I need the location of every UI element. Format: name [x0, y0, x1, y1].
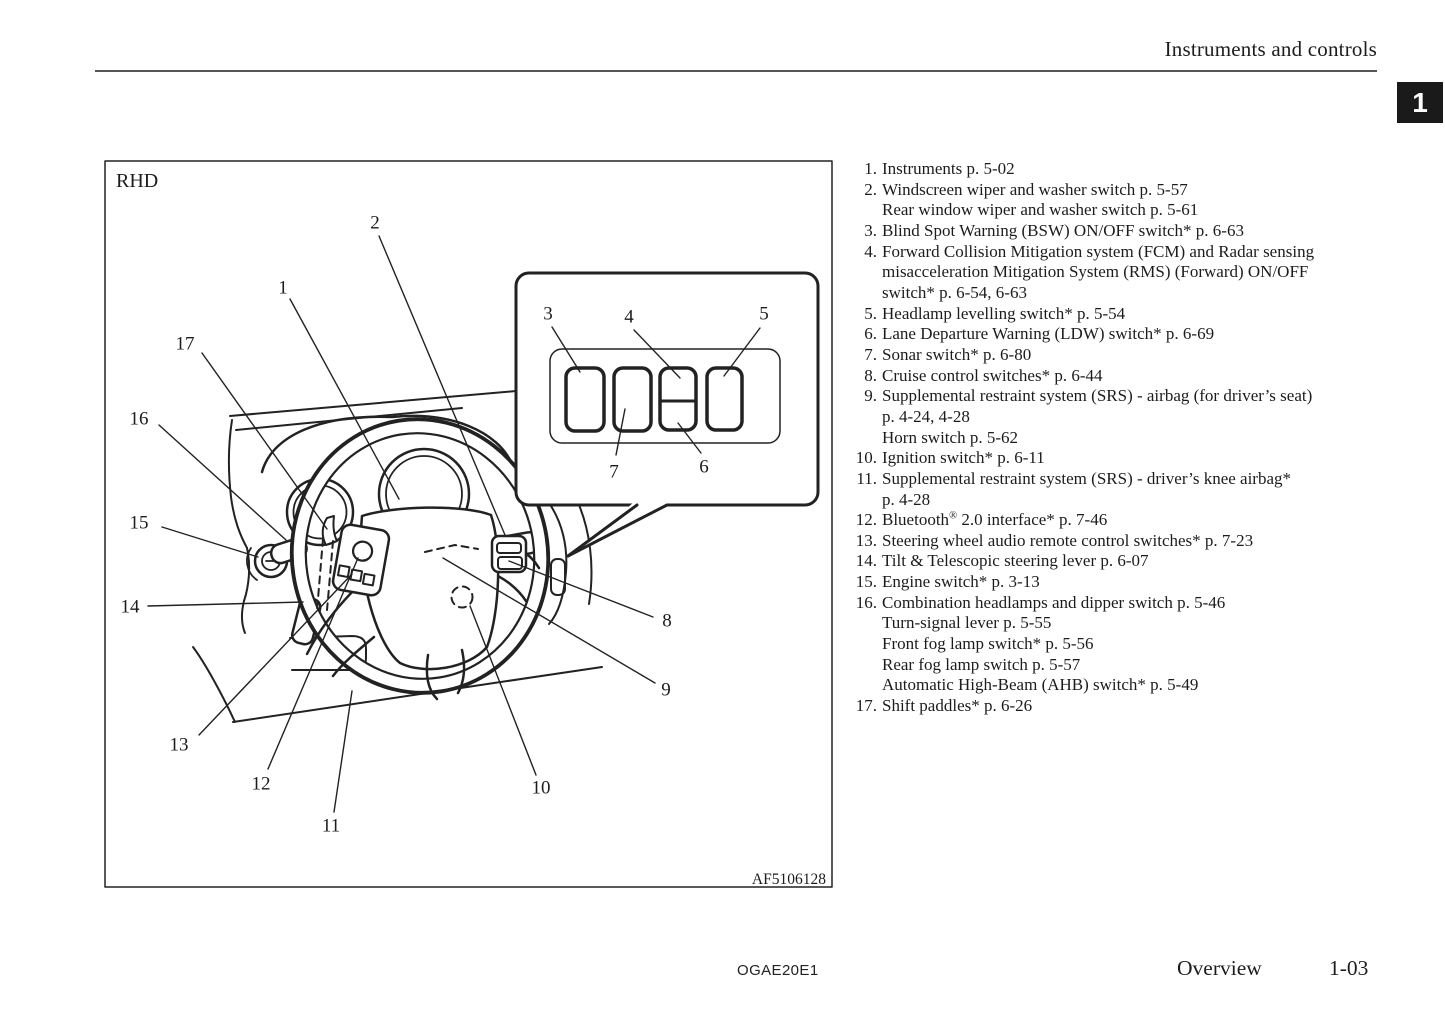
parts-list-item-text [882, 180, 1417, 221]
parts-list-item-number: 15. [855, 572, 877, 592]
shift-paddle-drawing [323, 516, 337, 545]
chapter-tab-number: 1 [1397, 82, 1443, 123]
parts-list-item-text [882, 242, 1417, 304]
parts-list-line: Steering wheel audio remote control switches* p. 7-23 [882, 530, 1254, 550]
callout-number-14: 14 [120, 596, 140, 618]
parts-list-item [851, 304, 1417, 325]
header-rule [95, 70, 1377, 72]
parts-list-line: Rear window wiper and washer switch p. 5-61 [882, 200, 1199, 220]
parts-list-item-text [882, 345, 1417, 366]
callout-number-17: 17 [175, 333, 195, 355]
parts-list-line: p. 4-24, 4-28 [882, 406, 970, 426]
parts-list-line: Turn-signal lever p. 5-55 [882, 613, 1052, 633]
callout-number-16: 16 [129, 408, 149, 430]
footer-page-number: 1-03 [1329, 956, 1369, 980]
parts-list-line: Ignition switch* p. 6-11 [882, 448, 1045, 468]
callout-number-2: 2 [370, 212, 380, 234]
parts-list-item-number: 6. [864, 324, 877, 344]
parts-list-item-number: 7. [864, 344, 877, 364]
parts-list-item-number: 14. [855, 551, 877, 571]
callout-number-3: 3 [543, 303, 553, 325]
diagram-variant-label: RHD [116, 170, 159, 192]
parts-list-line: Lane Departure Warning (LDW) switch* p. 6-69 [882, 324, 1215, 344]
parts-list-line: Combination headlamps and dipper switch p. 5-46 [882, 592, 1226, 612]
parts-list-line: Supplemental restraint system (SRS) - driver’s knee airbag* [882, 468, 1292, 488]
parts-list-line: Headlamp levelling switch* p. 5-54 [882, 303, 1126, 323]
parts-list-item-number: 3. [864, 220, 877, 240]
parts-list-line: Bluetooth® 2.0 interface* p. 7-46 [882, 510, 1108, 530]
callout-number-9: 9 [661, 679, 671, 701]
parts-list-line: Instruments p. 5-02 [882, 159, 1015, 178]
parts-list [851, 159, 1417, 717]
parts-list-line: Supplemental restraint system (SRS) - airbag (for driver’s seat) [882, 386, 1313, 406]
parts-list-line: Windscreen wiper and washer switch p. 5-57 [882, 179, 1188, 199]
parts-list-line: Forward Collision Mitigation system (FCM) and Radar sensing [882, 241, 1315, 261]
parts-list-item [851, 593, 1417, 696]
parts-list-item [851, 551, 1417, 572]
parts-list-item-number: 17. [855, 696, 877, 716]
callout-number-13: 13 [169, 734, 189, 756]
parts-list-line: Shift paddles* p. 6-26 [882, 696, 1033, 716]
parts-list-item-number: 9. [864, 386, 877, 406]
parts-list-line: Blind Spot Warning (BSW) ON/OFF switch* p. 6-63 [882, 220, 1244, 240]
parts-list-item-text [882, 572, 1417, 593]
parts-list-item-number: 1. [864, 159, 877, 178]
registered-trademark-symbol: ® [949, 510, 958, 522]
parts-list-item-number: 11. [856, 468, 877, 488]
parts-list-item [851, 386, 1417, 448]
doc-code: OGAE20E1 [737, 962, 819, 979]
figure-code: AF5106128 [751, 871, 826, 888]
parts-list-item-text [882, 159, 1417, 180]
parts-list-item [851, 696, 1417, 717]
parts-list-item-text [882, 448, 1417, 469]
parts-list-item-text [882, 366, 1417, 387]
parts-list-item [851, 510, 1417, 531]
parts-list-line: Cruise control switches* p. 6-44 [882, 365, 1103, 385]
parts-list-item-number: 2. [864, 179, 877, 199]
parts-list-item-number: 12. [855, 510, 877, 530]
parts-list-item [851, 366, 1417, 387]
parts-list-item-text [882, 551, 1417, 572]
callout-number-7: 7 [609, 461, 619, 483]
parts-list-item-number: 10. [855, 448, 877, 468]
callout-number-1: 1 [278, 277, 288, 299]
callout-number-4: 4 [624, 306, 634, 328]
parts-list-line: Sonar switch* p. 6-80 [882, 344, 1032, 364]
footer-section-title: Overview [1177, 956, 1262, 980]
parts-list-item [851, 324, 1417, 345]
parts-list-item-text [882, 221, 1417, 242]
callout-number-15: 15 [129, 512, 149, 534]
parts-list-item [851, 221, 1417, 242]
parts-list-line: Horn switch p. 5-62 [882, 427, 1018, 447]
parts-list-item-text [882, 324, 1417, 345]
switch-panel-inset [516, 273, 818, 558]
page-title: Instruments and controls [1164, 37, 1377, 61]
parts-list-item-number: 16. [855, 592, 877, 612]
parts-list-item [851, 448, 1417, 469]
callout-number-11: 11 [321, 815, 341, 837]
parts-list-item-text [882, 510, 1417, 531]
parts-list-item-number: 8. [864, 365, 877, 385]
callout-number-10: 10 [531, 777, 551, 799]
parts-list-item-text [882, 469, 1417, 510]
parts-list-item-text [882, 593, 1417, 696]
parts-list-item-text [882, 696, 1417, 717]
parts-list-item [851, 572, 1417, 593]
parts-list-line: misacceleration Mitigation System (RMS) (Forward) ON/OFF [882, 262, 1309, 282]
parts-list-item [851, 531, 1417, 552]
parts-list-item [851, 345, 1417, 366]
parts-list-line: Automatic High-Beam (AHB) switch* p. 5-49 [882, 675, 1199, 695]
parts-list-line: Tilt & Telescopic steering lever p. 6-07 [882, 551, 1149, 571]
parts-list-item-number: 13. [855, 530, 877, 550]
parts-list-item [851, 469, 1417, 510]
parts-list-line: Engine switch* p. 3-13 [882, 572, 1040, 592]
parts-list-item-text [882, 386, 1417, 448]
parts-list-line: Front fog lamp switch* p. 5-56 [882, 634, 1094, 654]
callout-number-6: 6 [699, 456, 709, 478]
parts-list-item-text [882, 531, 1417, 552]
cruise-control-pod-drawing [492, 536, 526, 572]
parts-list-item [851, 159, 1417, 180]
parts-list-line: switch* p. 6-54, 6-63 [882, 282, 1027, 302]
parts-list-line: p. 4-28 [882, 489, 931, 509]
callout-number-12: 12 [251, 773, 271, 795]
parts-list-line: Rear fog lamp switch p. 5-57 [882, 654, 1081, 674]
parts-list-item [851, 242, 1417, 304]
parts-list-item-number: 4. [864, 241, 877, 261]
parts-list-item-text [882, 304, 1417, 325]
parts-list-item [851, 180, 1417, 221]
callout-number-5: 5 [759, 303, 769, 325]
callout-number-8: 8 [662, 610, 672, 632]
steering-wheel-diagram [104, 160, 833, 888]
parts-list-item-number: 5. [864, 303, 877, 323]
